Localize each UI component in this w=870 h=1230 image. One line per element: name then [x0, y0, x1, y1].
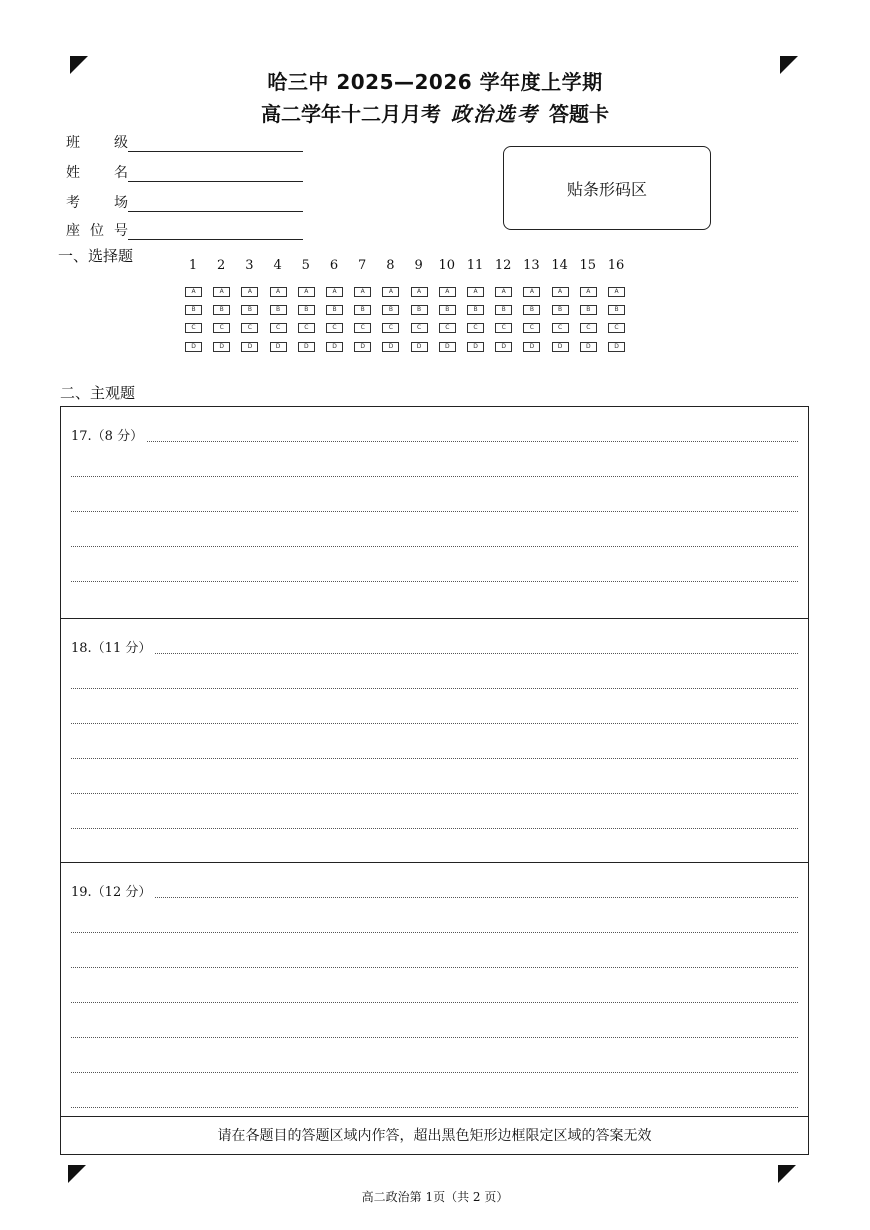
- answer-bubble-a[interactable]: A: [608, 287, 625, 297]
- answer-bubble-b[interactable]: B: [439, 305, 456, 315]
- answer-bubble-d[interactable]: D: [382, 342, 399, 352]
- answer-bubble-a[interactable]: A: [411, 287, 428, 297]
- answer-bubble-b[interactable]: B: [213, 305, 230, 315]
- question-number: 16: [607, 258, 625, 273]
- info-row: [66, 128, 303, 152]
- answer-bubble-c[interactable]: C: [580, 323, 597, 333]
- answer-line: [71, 653, 798, 654]
- answer-bubble-d[interactable]: D: [608, 342, 625, 352]
- answer-bubble-b[interactable]: B: [298, 305, 315, 315]
- info-label-char: 号: [114, 223, 128, 239]
- answer-bubble-d[interactable]: D: [298, 342, 315, 352]
- answer-line: [71, 758, 798, 759]
- answer-bubble-c[interactable]: C: [439, 323, 456, 333]
- question-label: 17.（8 分）: [71, 425, 147, 444]
- answer-line: [71, 441, 798, 442]
- answer-bubble-b[interactable]: B: [185, 305, 202, 315]
- answer-bubble-b[interactable]: B: [495, 305, 512, 315]
- answer-bubble-a[interactable]: A: [270, 287, 287, 297]
- question-number: 10: [438, 258, 456, 273]
- answer-bubble-b[interactable]: B: [354, 305, 371, 315]
- answer-bubble-d[interactable]: D: [495, 342, 512, 352]
- answer-bubble-c[interactable]: C: [608, 323, 625, 333]
- answer-bubble-c[interactable]: C: [270, 323, 287, 333]
- answer-line: [71, 793, 798, 794]
- answer-bubble-a[interactable]: A: [382, 287, 399, 297]
- answer-bubble-d[interactable]: D: [354, 342, 371, 352]
- info-label: [66, 132, 128, 152]
- question-number: 13: [523, 258, 540, 273]
- info-label-char: 座: [66, 223, 80, 239]
- question-number: 2: [217, 258, 226, 273]
- question-number: 12: [494, 258, 512, 273]
- answer-bubble-b[interactable]: B: [580, 305, 597, 315]
- question-number: 6: [329, 258, 339, 273]
- answer-bubble-c[interactable]: C: [241, 323, 258, 333]
- info-label-char: 班: [66, 135, 80, 151]
- question-number: 8: [386, 258, 395, 273]
- info-row: [66, 158, 303, 182]
- answer-bubble-b[interactable]: B: [523, 305, 540, 315]
- answer-line: [71, 1107, 798, 1108]
- answer-line: [71, 581, 798, 582]
- answer-bubble-d[interactable]: D: [580, 342, 597, 352]
- corner-mark-bottom-right: [778, 1165, 796, 1183]
- answer-bubble-c[interactable]: C: [467, 323, 484, 333]
- answer-bubble-a[interactable]: A: [552, 287, 569, 297]
- info-label: [66, 192, 128, 212]
- answer-bubble-c[interactable]: C: [495, 323, 512, 333]
- answer-bubble-a[interactable]: A: [495, 287, 512, 297]
- page-footer: 高二政治第 1页（共 2 页）: [361, 1190, 509, 1204]
- question-number: 15: [579, 258, 597, 273]
- answer-bubble-d[interactable]: D: [185, 342, 202, 352]
- answer-line: [71, 511, 798, 512]
- subtitle-prefix: 高二学年十二月月考: [261, 102, 441, 126]
- answer-bubble-d[interactable]: D: [213, 342, 230, 352]
- notice-text: 请在各题目的答题区域内作答，超出黑色矩形边框限定区域的答案无效: [217, 1128, 652, 1144]
- info-row: [66, 188, 303, 212]
- answer-bubble-b[interactable]: B: [241, 305, 258, 315]
- answer-bubble-a[interactable]: A: [580, 287, 597, 297]
- subject-name: 政治选考: [451, 102, 539, 126]
- question-17-block[interactable]: [61, 407, 808, 619]
- page-subtitle: [0, 98, 870, 127]
- answer-bubble-a[interactable]: A: [354, 287, 371, 297]
- answer-bubble-c[interactable]: C: [411, 323, 428, 333]
- answer-bubble-c[interactable]: C: [382, 323, 399, 333]
- answer-bubble-b[interactable]: B: [552, 305, 569, 315]
- info-label-char: 考: [66, 195, 80, 211]
- answer-bubble-d[interactable]: D: [467, 342, 484, 352]
- section-2-title: 二、主观题: [60, 384, 136, 402]
- answer-frame: [60, 406, 809, 1155]
- info-input-line[interactable]: [128, 163, 303, 182]
- info-label: [66, 162, 128, 182]
- question-number: 3: [245, 258, 254, 273]
- info-label-char: 级: [114, 135, 128, 151]
- answer-line: [71, 1037, 798, 1038]
- answer-bubble-a[interactable]: A: [439, 287, 456, 297]
- info-label-char: 场: [114, 195, 128, 211]
- answer-bubble-d[interactable]: D: [439, 342, 456, 352]
- barcode-label: 贴条形码区: [566, 179, 647, 199]
- info-label-char: 名: [114, 165, 128, 181]
- answer-line: [71, 967, 798, 968]
- answer-line: [71, 932, 798, 933]
- page-title: 哈三中 2025—2026 学年度上学期: [267, 70, 603, 94]
- question-number: 4: [273, 258, 282, 273]
- answer-bubble-c[interactable]: C: [213, 323, 230, 333]
- answer-line: [71, 897, 798, 898]
- answer-bubble-c[interactable]: C: [326, 323, 343, 333]
- answer-line: [71, 546, 798, 547]
- answer-bubble-a[interactable]: A: [298, 287, 315, 297]
- answer-bubble-b[interactable]: B: [608, 305, 625, 315]
- question-number: 14: [551, 258, 568, 273]
- question-label: 19.（12 分）: [71, 881, 155, 900]
- info-label: [66, 220, 128, 240]
- question-19-block[interactable]: [61, 863, 808, 1117]
- answer-bubble-c[interactable]: C: [298, 323, 315, 333]
- answer-bubble-d[interactable]: D: [552, 342, 569, 352]
- info-input-line[interactable]: [128, 133, 303, 152]
- answer-bubble-c[interactable]: C: [185, 323, 202, 333]
- question-number: 11: [466, 258, 484, 273]
- answer-bubble-d[interactable]: D: [411, 342, 428, 352]
- answer-bubble-d[interactable]: D: [326, 342, 343, 352]
- answer-line: [71, 476, 798, 477]
- subtitle-suffix: 答题卡: [549, 102, 609, 126]
- answer-bubble-a[interactable]: A: [241, 287, 258, 297]
- answer-bubble-a[interactable]: A: [213, 287, 230, 297]
- info-input-line[interactable]: [128, 193, 303, 212]
- answer-bubble-b[interactable]: B: [467, 305, 484, 315]
- answer-line: [71, 828, 798, 829]
- answer-bubble-c[interactable]: C: [552, 323, 569, 333]
- answer-bubble-c[interactable]: C: [354, 323, 371, 333]
- answer-bubble-a[interactable]: A: [326, 287, 343, 297]
- answer-bubble-a[interactable]: A: [185, 287, 202, 297]
- answer-bubble-c[interactable]: C: [523, 323, 540, 333]
- answer-bubble-a[interactable]: A: [523, 287, 540, 297]
- answer-bubble-b[interactable]: B: [270, 305, 287, 315]
- barcode-area: [503, 146, 711, 230]
- answer-bubble-d[interactable]: D: [241, 342, 258, 352]
- answer-line: [71, 1072, 798, 1073]
- answer-line: [71, 1002, 798, 1003]
- question-number: 1: [188, 258, 198, 273]
- section-1-title: 一、选择题: [58, 247, 134, 265]
- answer-line: [71, 723, 798, 724]
- question-18-block[interactable]: [61, 619, 808, 863]
- info-input-line[interactable]: [128, 221, 303, 240]
- answer-bubble-b[interactable]: B: [411, 305, 428, 315]
- info-label-char: 位: [90, 223, 104, 239]
- answer-bubble-a[interactable]: A: [467, 287, 484, 297]
- info-label-char: 姓: [66, 165, 80, 181]
- answer-bubble-d[interactable]: D: [270, 342, 287, 352]
- question-number: 7: [358, 258, 367, 273]
- corner-mark-bottom-left: [68, 1165, 86, 1183]
- answer-bubble-b[interactable]: B: [382, 305, 399, 315]
- question-number: 9: [414, 258, 423, 273]
- question-number: 5: [301, 258, 310, 273]
- answer-line: [71, 688, 798, 689]
- info-row: [66, 216, 303, 240]
- answer-bubble-d[interactable]: D: [523, 342, 540, 352]
- answer-bubble-b[interactable]: B: [326, 305, 343, 315]
- question-label: 18.（11 分）: [71, 637, 155, 656]
